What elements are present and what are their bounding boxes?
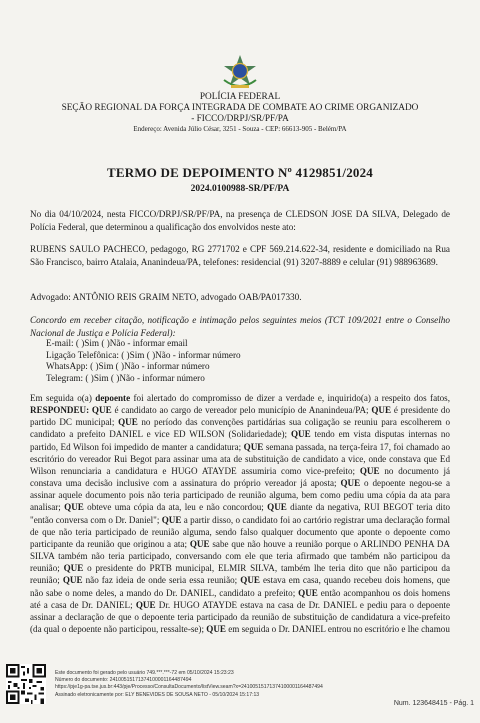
contact-option-email: E-mail: ( )Sim ( )Não - informar email — [46, 338, 188, 348]
header-section: SEÇÃO REGIONAL DA FORÇA INTEGRADA DE COMBATE AO CRIME ORGANIZADO — [61, 103, 419, 113]
deponent-qualification: RUBENS SAULO PACHECO, pedagogo, RG 2771702 e CPF 569.214.622-34, residente e domiciliado na Rua São Francisco, bairro Atalaia, Ananindeua/PA, telefones: residencial (91) 3207-8889 e celular (91) 988963689. — [30, 244, 450, 267]
footer-metadata — [55, 670, 323, 699]
document-title: TERMO DE DEPOIMENTO Nº 4129851/2024 — [106, 165, 373, 180]
page-reference: Num. 123648415 - Pág. 1 — [393, 700, 474, 707]
header-address: Endereço: Avenida Júlio César, 3251 - Souza - CEP: 66613-905 - Belém/PA — [133, 125, 347, 133]
footer-document-number: Número do documento: 24100515171374100001164487494 — [55, 677, 192, 684]
document-number: 2024.0100988-SR/PF/PA — [190, 184, 290, 194]
qr-code-icon — [6, 664, 46, 704]
testimony-body: Em seguida o(a) depoente foi alertado do compromisso de dizer a verdade e, inquirido(a) a respeito dos fatos, RESPONDEU: QUE é candidato ao cargo de vereador pelo município de Ananindeua/PA; QUE é presidente do partido DC municipal; QUE no período das convenções partidárias sua coligação se reuniu para escolherem o candidato a prefeito DANIEL e vice ED WILSON (Solidariedade); QUE tendo em vista disputas internas no partido, Ed Wilson foi impedido de manter a candidatura; QUE semana passada, na terça-feira 17, foi chamado ao escritório do vereador Rui Begot para assinar uma ata de substituição de candidato a vice, onde constava que Ed Wilson renunciaria a candidatura e HUGO ATAYDE assumiria como vice-prefeito; QUE no documento já constava uma decisão inclusive com a assinatura do próprio vereador já aposta; QUE o depoente negou-se a assinar aquele documento pois não teria participado de reunião alguma, bem como pediu uma cópia da ata para analisar; QUE obteve uma cópia da ata, leu e não concordou; QUE diante da negativa, RUI BEGOT teria dito "então conversa com o Dr. Daniel"; QUE a partir disso, o candidato foi ao cartório registrar uma declaração formal de que não teria participado de reunião alguma, sendo falso qualquer documento que aponte o depoente como participante da reunião que originou a ata; QUE sabe que não houve a reunião porque o ARLINDO PENHA DA SILVA também não teria participado, conversando com ele que teria afirmado que também não participou da reunião; QUE o presidente do PRTB municipal, ELMIR SILVA, também lhe teria dito que não participou da reunião; QUE não faz ideia de onde seria essa reunião; QUE estava em casa, quando recebeu dois homens, que não sabe o nome deles, a mando do Dr. DANIEL, candidato a prefeito; QUE então acompanhou os dois homens até a casa de Dr. DANIEL; QUE Dr. HUGO ATAYDE estava na casa de Dr. DANIEL e pediu para o depoente assinar a declaração de que o depoente teria participado da reunião de substituição de candidatura a vice-prefeito (da qual o depoente não participou, ressalte-se); QUE em seguida o Dr. DANIEL entrou no escritório e lhe chamou — [30, 393, 451, 634]
contact-option-telegram: Telegram: ( )Sim ( )Não - informar número — [46, 372, 205, 383]
lawyer-line: Advogado: ANTÔNIO REIS GRAIM NETO, advogado OAB/PA017330. — [30, 292, 302, 302]
footer-signature: Assinado eletronicamente por: ELY BENEVIDES DE SOUSA NETO - 05/10/2024 15:17:13 — [55, 691, 260, 698]
contact-options-list — [46, 338, 241, 384]
intro-paragraph: No dia 04/10/2024, nesta FICCO/DRPJ/SR/PF/PA, na presença de CLEDSON JOSE DA SILVA, Delegado de Polícia Federal, que determinou a qualificação dos envolvidos neste ato: — [30, 209, 450, 232]
header-unit: - FICCO/DRPJ/SR/PF/PA — [191, 114, 289, 124]
brazil-coat-of-arms-icon — [220, 54, 260, 90]
contact-option-whatsapp: WhatsApp: ( )Sim ( )Não - informar número — [46, 361, 210, 371]
footer-generated-by: Este documento foi gerado pelo usuário 749.***.***-72 em 05/10/2024 15:23:23 — [55, 670, 234, 676]
consent-paragraph: Concordo em receber citação, notificação e intimação pelos seguintes meios (TCT 109/2021 entre o Conselho Nacional de Justiça e Polícia Federal): — [30, 315, 450, 338]
footer-document-link[interactable]: https://pje1g-pa.tse.jus.br:443/pje/Processo/ConsultaDocumento/listView.seam?x=24100515171374100001164487494 — [55, 684, 323, 691]
header-org: POLÍCIA FEDERAL — [199, 92, 281, 102]
contact-option-phone: Ligação Telefônica: ( )Sim ( )Não - informar número — [46, 349, 241, 360]
